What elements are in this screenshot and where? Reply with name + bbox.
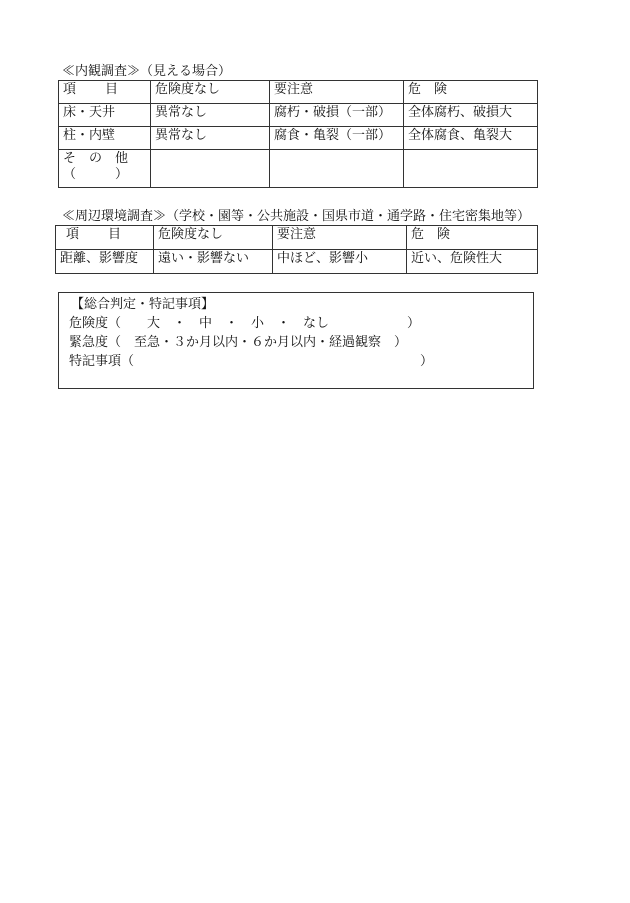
cell-item: 距離、影響度 [56, 250, 154, 274]
header-caution: 要注意 [270, 81, 404, 104]
other-label: そ の 他 [63, 151, 129, 166]
cell-danger: 全体腐朽、破損大 [404, 104, 538, 127]
summary-urgency-line: 緊急度（ 至急・３か月以内・６か月以内・経過観察 ） [69, 335, 408, 350]
header-no-danger: 危険度なし [151, 81, 270, 104]
cell-empty [151, 150, 270, 188]
other-paren: （ ） [63, 167, 129, 182]
cell-caution: 腐食・亀裂（一部） [270, 127, 404, 150]
header-item: 項 目 [59, 81, 151, 104]
summary-notes-line: 特記事項（ ） [69, 354, 434, 369]
cell-no-danger: 遠い・影響ない [154, 250, 273, 274]
cell-other-label [59, 150, 151, 188]
environment-heading: ≪周辺環境調査≫（学校・園等・公共施設・国県市道・通学路・住宅密集地等） [62, 209, 531, 224]
cell-caution: 中ほど、影響小 [273, 250, 407, 274]
cell-item: 床・天井 [59, 104, 151, 127]
cell-empty [270, 150, 404, 188]
table-row [59, 104, 538, 127]
cell-caution: 腐朽・破損（一部） [270, 104, 404, 127]
cell-item: 柱・内壁 [59, 127, 151, 150]
summary-danger-line: 危険度（ 大 ・ 中 ・ 小 ・ なし ） [69, 316, 421, 331]
header-no-danger: 危険度なし [154, 226, 273, 250]
visual-heading: ≪内観調査≫（見える場合） [62, 64, 232, 79]
visual-inspection-table [58, 80, 538, 188]
cell-no-danger: 異常なし [151, 104, 270, 127]
table-row [59, 127, 538, 150]
header-danger: 危 険 [407, 226, 538, 250]
cell-empty [404, 150, 538, 188]
table-row [56, 250, 538, 274]
header-item: 項 目 [56, 226, 154, 250]
table-header-row [59, 81, 538, 104]
table-header-row [56, 226, 538, 250]
summary-box [58, 292, 534, 389]
cell-danger: 全体腐食、亀裂大 [404, 127, 538, 150]
summary-title: 【総合判定・特記事項】 [71, 297, 215, 312]
environment-table [55, 225, 538, 274]
cell-no-danger: 異常なし [151, 127, 270, 150]
header-caution: 要注意 [273, 226, 407, 250]
table-row-other [59, 150, 538, 188]
header-danger: 危 険 [404, 81, 538, 104]
cell-danger: 近い、危険性大 [407, 250, 538, 274]
